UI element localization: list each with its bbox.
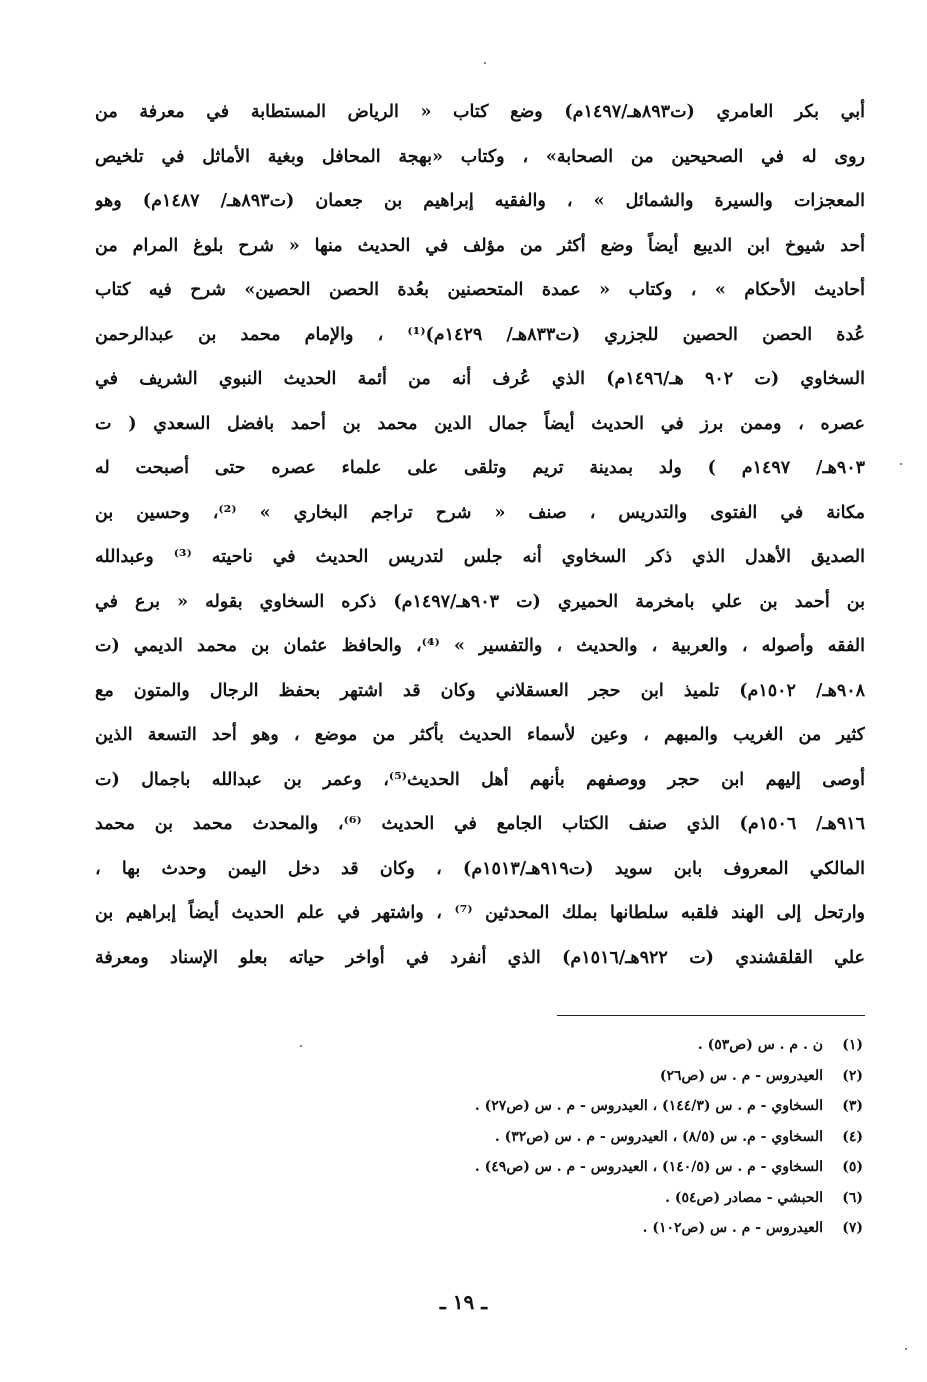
footnote (263, 1030, 863, 1061)
scan-speck (900, 463, 902, 465)
scan-speck (905, 1348, 907, 1350)
scan-speck (484, 62, 486, 64)
text-line: روى له في الصحيحين من الصحابة» ، وكتاب «بهجة المحافل وبغية الأماثل في تلخيص (95, 146, 865, 167)
footnote-text: ن . م . س (ص٥٣) . (697, 1037, 823, 1053)
footnote-text: العيدروس - م . س (ص١٠٢) . (642, 1220, 823, 1236)
page-number: ـ ١٩ ـ (439, 1290, 488, 1314)
main-text (95, 90, 865, 980)
text-line: الصديق الأهدل الذي ذكر السخاوي أنه جلس لتدريس الحديث في ناحيته ⁽³⁾ وعبدالله (95, 547, 865, 567)
scan-speck (300, 1045, 302, 1047)
footnote (263, 1091, 863, 1122)
text-line: أحاديث الأحكام » ، وكتاب « عمدة المتحصنين بعُدة الحصن الحصين» شرح فيه كتاب (95, 280, 865, 300)
footnotes (263, 1030, 863, 1244)
text-line: عُدة الحصن الحصين للجزري (ت٨٣٣هـ/ ١٤٢٩م)⁽¹⁾ ، والإمام محمد بن عبدالرحمن (95, 324, 865, 345)
footnote-number: (٧) (842, 1220, 863, 1236)
text-line: مكانة في الفتوى والتدريس ، صنف « شرح تراجم البخاري » ⁽²⁾، وحسين بن (95, 502, 865, 523)
footnote-text: الحبشي - مصادر (ص٥٤) . (665, 1189, 823, 1206)
text-line: المعجزات والسيرة والشمائل » ، والفقيه إبراهيم بن جعمان (ت٨٩٣هـ/ ١٤٨٧م) وهو (95, 191, 865, 211)
footnote-text: العيدروس - م . س (ص٢٦) (659, 1067, 823, 1084)
text-line: أوصى إليهم ابن حجر ووصفهم بأنهم أهل الحديث⁽⁵⁾، وعمر بن عبدالله باجمال (ت (95, 769, 865, 790)
footnote-separator (557, 1015, 865, 1016)
text-line: أحد شيوخ ابن الديبع أيضاً وضع أكثر من مؤلف في الحديث منها « شرح بلوغ المرام من (95, 235, 865, 256)
text-line: ٩٠٨هـ/ ١٥٠٢م) تلميذ ابن حجر العسقلاني وكان قد اشتهر بحفظ الرجال والمتون مع (95, 680, 865, 701)
text-line: أبي بكر العامري (ت٨٩٣هـ/١٤٩٧م) وضع كتاب « الرياض المستطابة في معرفة من (95, 102, 865, 122)
footnote-number: (١) (842, 1037, 863, 1053)
footnote-text: السخاوي - م . س (١٤٤/٣) ، العيدروس - م . س (ص٢٧) . (474, 1098, 823, 1114)
text-line: علي القلقشندي (ت ٩٢٢هـ/١٥١٦م) الذي أنفرد في أواخر حياته بعلو الإسناد ومعرفة (95, 947, 865, 968)
text-line: عصره ، وممن برز في الحديث أيضاً جمال الدين محمد بن أحمد بافضل السعدي ( ت (95, 413, 865, 434)
footnote-text: السخاوي - م. س (٨/٥) ، العيدروس - م . س (ص٣٢) . (494, 1128, 823, 1145)
footnote (263, 1152, 863, 1183)
footnote-number: (٤) (842, 1128, 863, 1145)
text-line: كثير من الغريب والمبهم ، وعين لأسماء الحديث بأكثر من موضع ، وهو أحد التسعة الذين (95, 725, 865, 745)
footnote (263, 1213, 863, 1244)
text-line: بن أحمد بن علي بامخرمة الحميري (ت ٩٠٣هـ/١٤٩٧م) ذكره السخاوي بقوله « برع في (95, 591, 865, 612)
footnote-number: (٢) (842, 1067, 863, 1084)
text-line: ٩٠٣هـ/ ١٤٩٧م ) ولد بمدينة تريم وتلقى على علماء عصره حتى أصبحت له (95, 458, 865, 478)
text-line: ٩١٦هـ/ ١٥٠٦م) الذي صنف الكتاب الجامع في الحديث ⁽⁶⁾، والمحدث محمد بن محمد (95, 814, 865, 834)
text-line: الفقه وأصوله ، والعربية ، والحديث ، والتفسير » ⁽⁴⁾، والحافظ عثمان بن محمد الديمي (ت (95, 636, 865, 656)
text-line: السخاوي (ت ٩٠٢ هـ/١٤٩٦م) الذي عُرف أنه من أئمة الحديث النبوي الشريف في (95, 369, 865, 389)
footnote (263, 1183, 863, 1214)
footnote-number: (٥) (842, 1159, 863, 1175)
footnote (263, 1061, 863, 1092)
footnote-number: (٦) (842, 1189, 863, 1206)
footnote-number: (٣) (842, 1098, 863, 1114)
footnote (263, 1122, 863, 1153)
text-line: وارتحل إلى الهند فلقبه سلطانها بملك المحدثين ⁽⁷⁾ ، واشتهر في علم الحديث أيضاً إبراهيم بن (95, 903, 865, 923)
text-line: المالكي المعروف بابن سويد (ت٩١٩هـ/١٥١٣م) ، وكان قد دخل اليمن وحدث بها ، (95, 858, 865, 879)
footnote-text: السخاوي - م . س (١٤٠/٥) ، العيدروس - م . س (ص٤٩) . (474, 1159, 823, 1175)
